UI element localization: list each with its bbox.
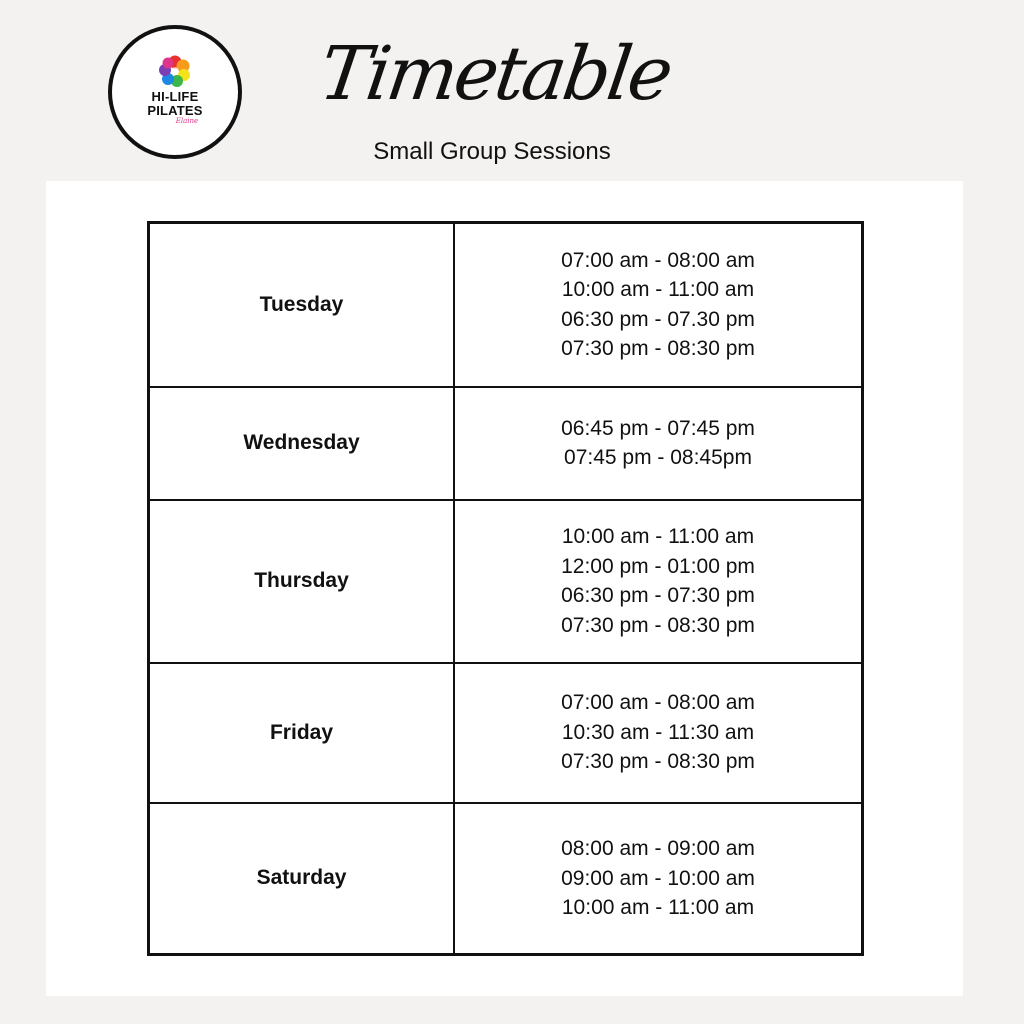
times-cell (454, 223, 863, 387)
time-slot: 07:00 am - 08:00 am (561, 248, 755, 272)
day-cell: Thursday (149, 500, 455, 663)
time-slot: 07:00 am - 08:00 am (561, 691, 755, 715)
times-cell (454, 663, 863, 803)
page-title: Timetable (314, 31, 676, 117)
time-slot: 10:00 am - 11:00 am (561, 278, 755, 302)
day-cell: Friday (149, 663, 455, 803)
time-slot: 08:00 am - 09:00 am (561, 837, 755, 860)
times-cell (454, 803, 863, 955)
timetable-card (46, 181, 963, 996)
day-cell: Tuesday (149, 223, 455, 387)
time-slot: 10:00 am - 11:00 am (561, 525, 755, 548)
timetable (147, 221, 864, 956)
flower-icon (158, 54, 192, 88)
time-slot: 07:45 pm - 08:45pm (564, 446, 752, 469)
brand-logo (108, 25, 242, 159)
times-cell (454, 500, 863, 663)
day-cell: Saturday (149, 803, 455, 955)
time-slot: 09:00 am - 10:00 am (561, 866, 755, 890)
brand-signature: Elaine (175, 116, 199, 125)
brand-line2: PILATES (147, 102, 203, 118)
time-slot: 07:30 pm - 08:30 pm (561, 750, 755, 774)
time-slot: 06:30 pm - 07:30 pm (561, 584, 755, 607)
time-slot: 10:00 am - 11:00 am (561, 896, 755, 919)
time-slot: 06:45 pm - 07:45 pm (561, 416, 755, 440)
timetable-row (149, 500, 863, 663)
timetable-row (149, 223, 863, 387)
time-slot: 10:30 am - 11:30 am (561, 720, 755, 744)
time-slot: 12:00 pm - 01:00 pm (561, 554, 755, 578)
times-cell (454, 387, 863, 500)
time-slot: 07:30 pm - 08:30 pm (561, 337, 755, 361)
time-slot: 06:30 pm - 07.30 pm (561, 307, 755, 331)
day-cell: Wednesday (149, 387, 455, 500)
time-slot: 07:30 pm - 08:30 pm (561, 613, 755, 637)
timetable-row (149, 803, 863, 955)
brand-line1: HI-LIFE (151, 88, 199, 104)
timetable-row (149, 387, 863, 500)
brand-name (147, 90, 202, 118)
timetable-row (149, 663, 863, 803)
page-subtitle: Small Group Sessions (373, 138, 611, 165)
